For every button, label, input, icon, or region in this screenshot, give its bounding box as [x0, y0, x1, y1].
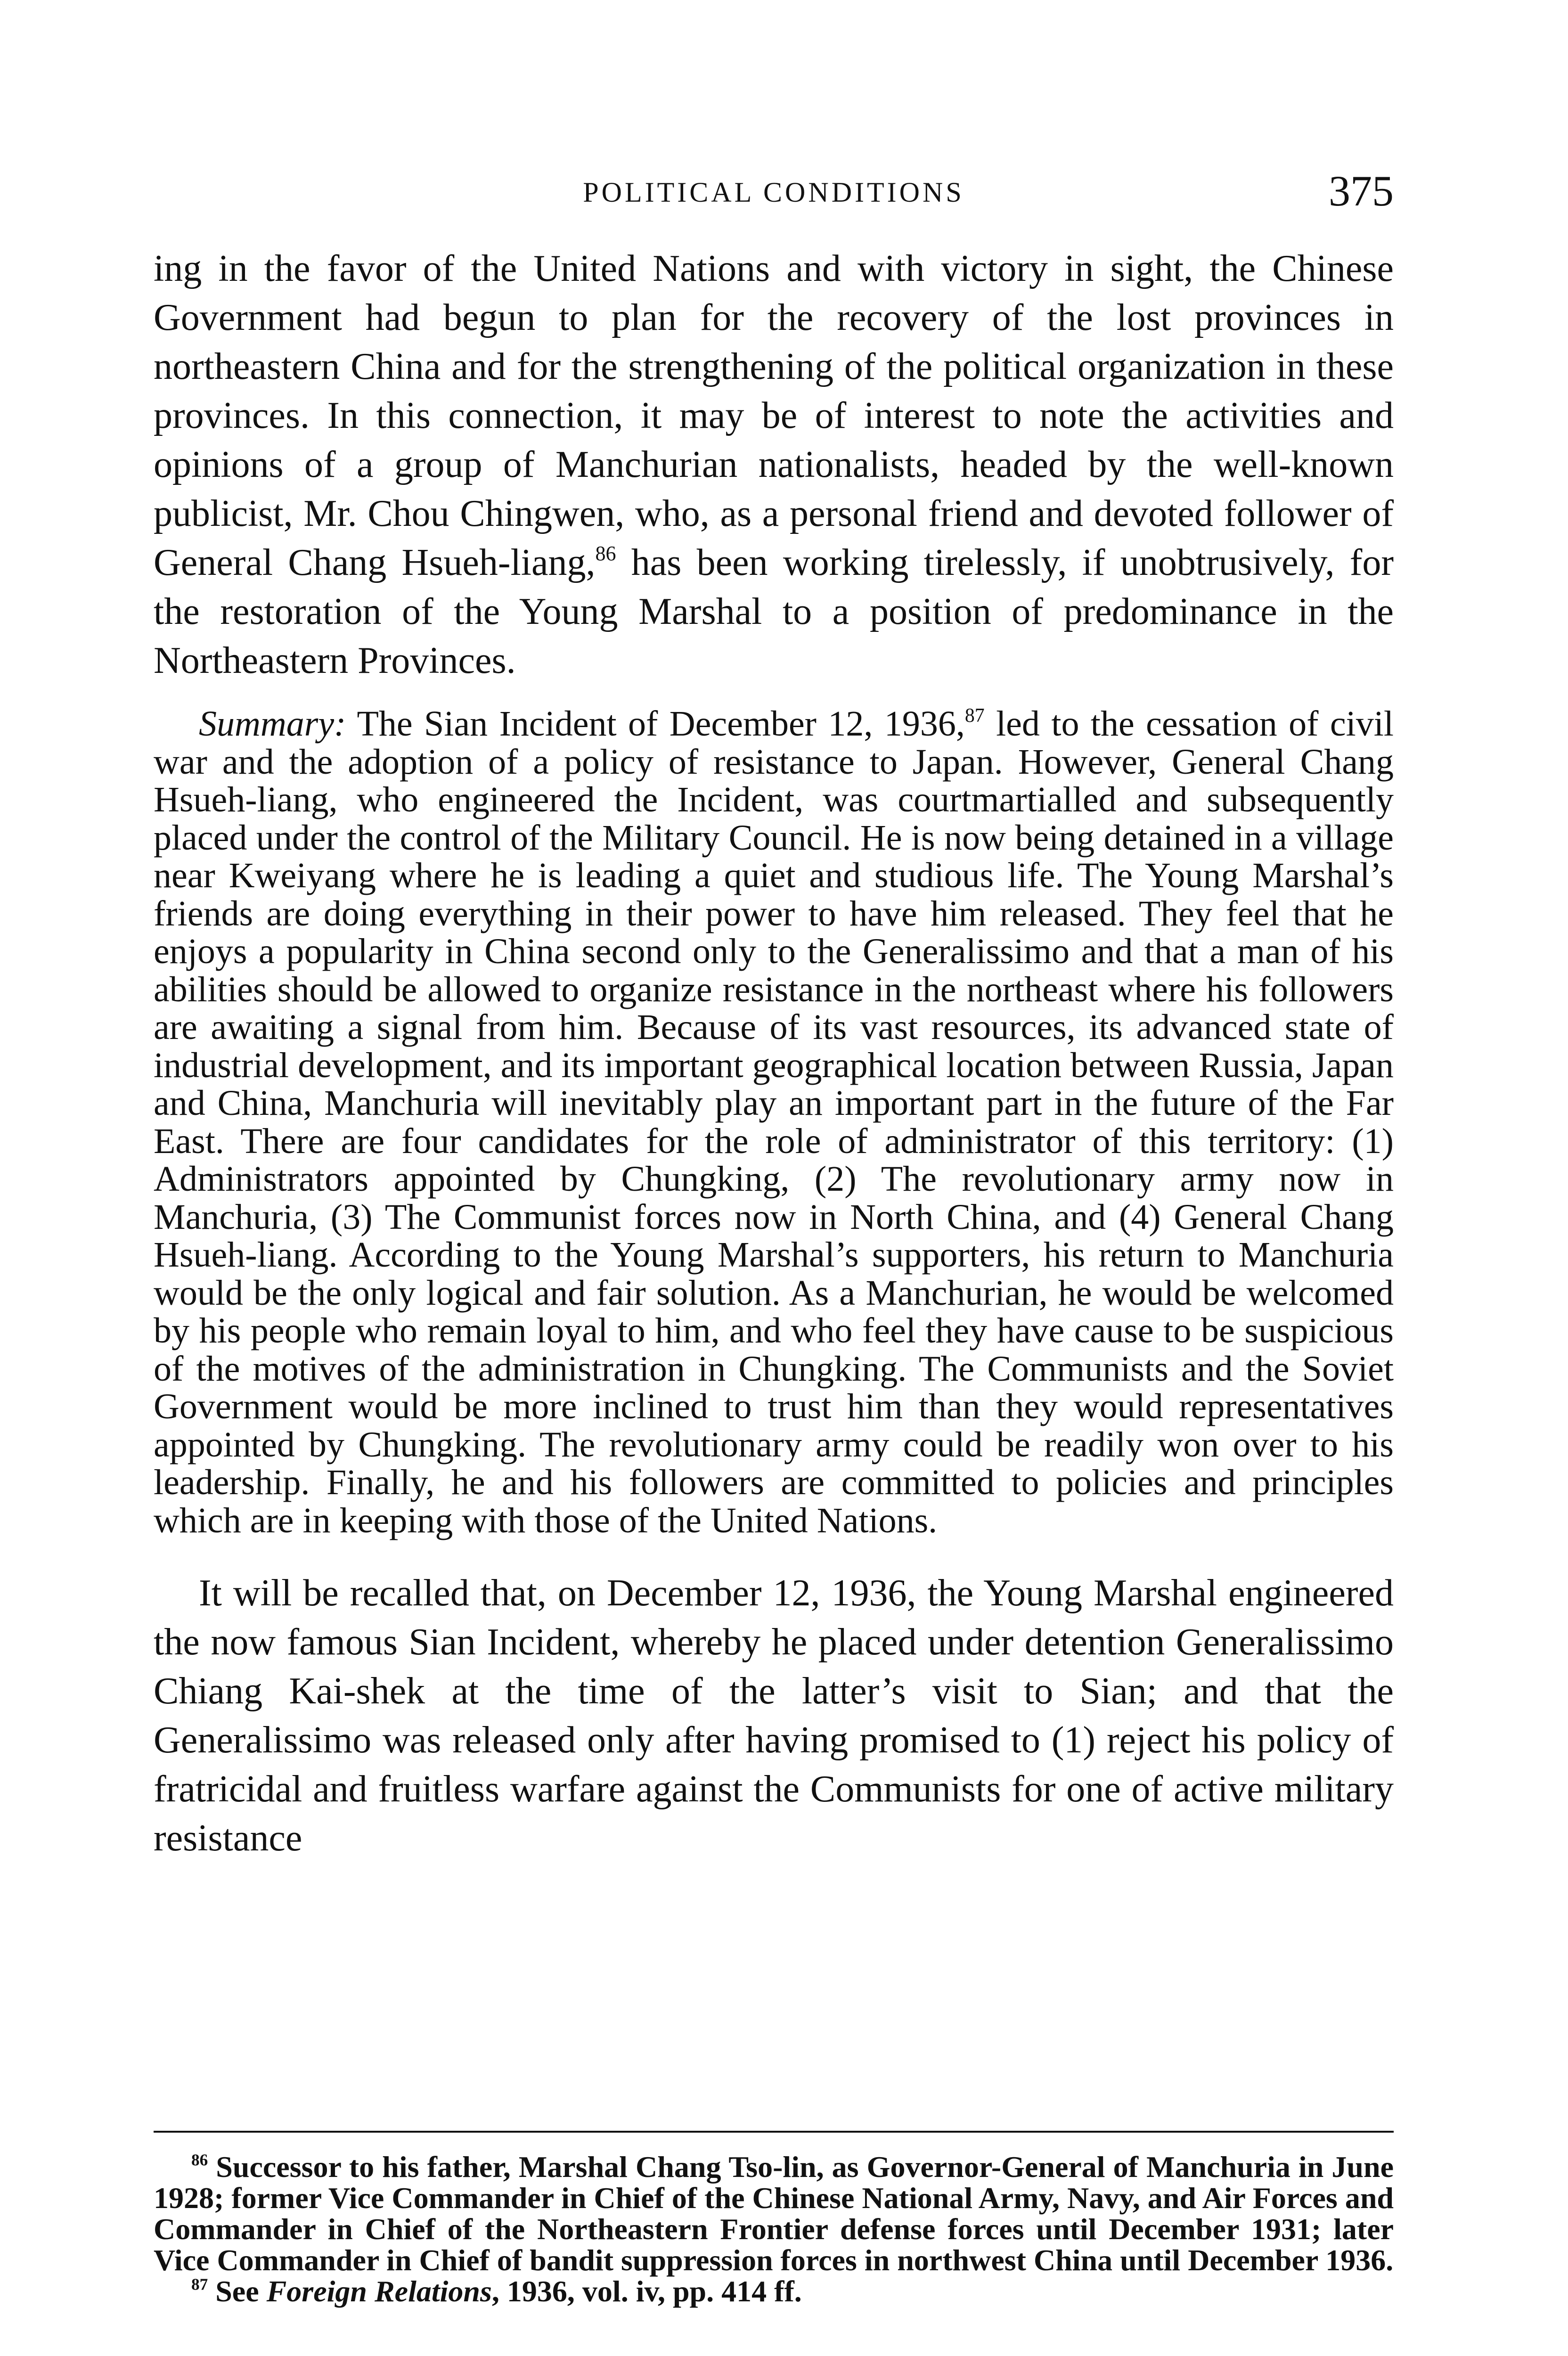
footnote-87-text-before: See [215, 2274, 267, 2308]
running-title: POLITICAL CONDITIONS [583, 177, 964, 208]
footnote-86-text: Successor to his father, Marshal Chang Tso-lin, as Governor-General of Manchuria in June 1928; former Vice Commander in Chief of the Chinese National Army, Navy, and Air Forces and Commander in Chief of the Northeastern Frontier defense forces until December 1931; later Vice Commander in Chief of bandit suppression forces in northwest China until December 1936. [154, 2150, 1394, 2277]
summary-text-start: The Sian Incident of December 12, 1936, [346, 704, 965, 744]
footnote-86 [154, 2133, 1394, 2276]
continuation-paragraph [154, 1569, 1394, 1863]
summary-text-end: led to the cessation of civil war and the adoption of a policy of resistance to Japan. However, General Chang Hsueh-liang, who engineered the Incident, was courtmartialled and subsequently placed under the control of the Military Council. He is now being detained in a village near Kweiyang where he is leading a quiet and studious life. The Young Marshal’s friends are doing everything in their power to have him released. They feel that he enjoys a popularity in China second only to the Generalissimo and that a man of his abilities should be allowed to organize resistance in the northeast where his followers are awaiting a signal from him. Because of its vast resources, its advanced state of industrial development, and its important geographical location between Russia, Japan and China, Manchuria will inevitably play an important part in the future of the Far East. There are four candidates for the role of administrator of this territory: (1) Administrators appointed by Chungking, (2) The revolutionary army now in Manchuria, (3) The Communist forces now in North China, and (4) General Chang Hsueh-liang. According to the Young Marshal’s supporters, his return to Manchuria would be the only logical and fair solution. As a Manchurian, he would be welcomed by his people who remain loyal to him, and who feel they have cause to be suspicious of the motives of the administration in Chungking. The Communists and the Soviet Government would be more inclined to trust him than they would representatives appointed by Chungking. The revolutionary army could be readily won over to his leadership. Finally, he and his followers are committed to policies and principles which are in keeping with those of the United Nations. [154, 704, 1394, 1540]
summary-paragraph [154, 705, 1394, 1539]
document-page [154, 0, 1394, 2356]
intro-text-start: ing in the favor of the United Nations and with victory in sight, the Chinese Government had begun to plan for the recovery of the lost provinces in northeastern China and for the strengthening of the political organization in these provinces. In this connection, it may be of interest to note the activities and opinions of a group of Manchurian nationalists, headed by the well-known publicist, Mr. Chou Chingwen, who, as a personal friend and devoted follower of General Chang Hsueh-liang, [154, 248, 1394, 583]
footnote-ref-86: 86 [595, 542, 616, 565]
body-text [154, 244, 1394, 1863]
continuation-text: It will be recalled that, on December 12, 1936, the Young Marshal engineered the now famous Sian Incident, whereby he placed under detention Generalissimo Chiang Kai-shek at the time of the latter’s visit to Sian; and that the Generalissimo was released only after having promised to (1) reject his policy of fratricidal and fruitless warfare against the Communists for one of active military resistance [154, 1572, 1394, 1859]
footnote-87-text-after: , 1936, vol. iv, pp. 414 ff. [491, 2274, 802, 2308]
footnote-ref-87: 87 [964, 704, 985, 727]
page-number: 375 [1329, 167, 1394, 215]
footnote-marker-86: 86 [191, 2151, 208, 2169]
footnote-87 [154, 2276, 1394, 2307]
summary-label: Summary: [199, 704, 346, 744]
footnotes-section [154, 2131, 1394, 2307]
footnote-marker-87: 87 [191, 2275, 208, 2294]
intro-paragraph [154, 244, 1394, 685]
intro-text-end: has been working tirelessly, if unobtrusively, for the restoration of the Young Marshal to a position of predominance in the Northeastern Provinces. [154, 542, 1394, 681]
footnote-87-reference: Foreign Relations [266, 2274, 492, 2308]
running-header [154, 166, 1394, 218]
